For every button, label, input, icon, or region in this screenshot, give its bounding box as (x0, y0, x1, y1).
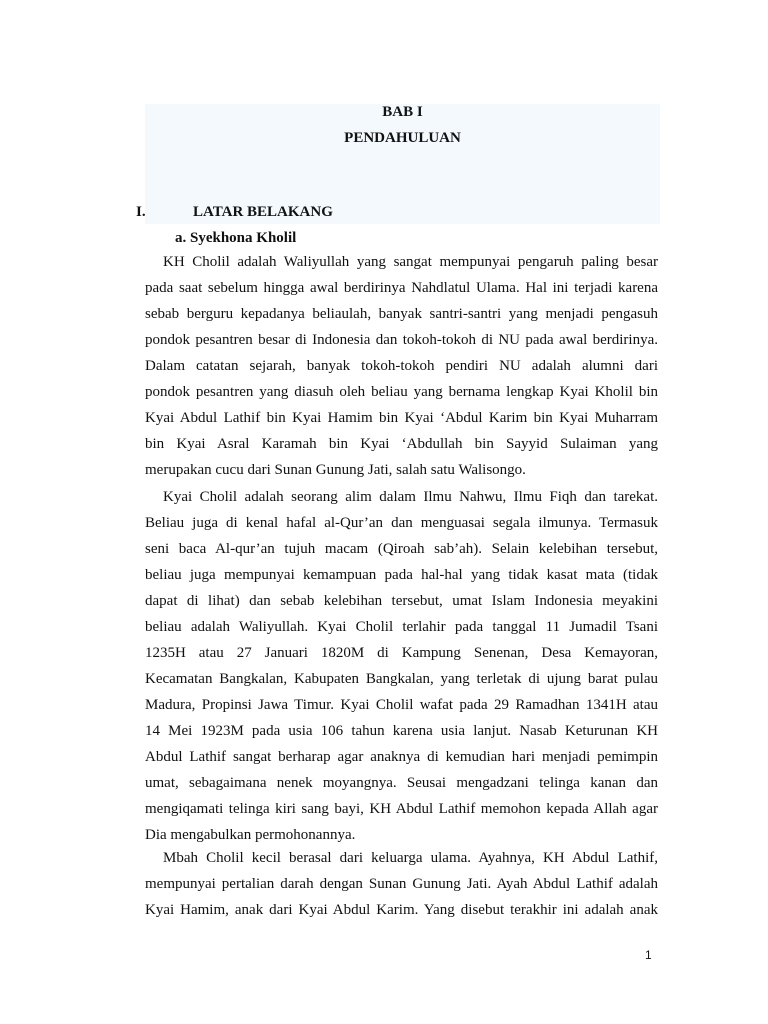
paragraph-line: pondok pesantren besar di Indonesia dan tokoh-tokoh di NU pada awal berdirinya. (145, 332, 658, 348)
paragraph-line: seni baca Al-qur’an tujuh macam (Qiroah sab’ah). Selain kelebihan tersebut, (145, 541, 658, 557)
paragraph-line: dapat di lihat) dan sebab kelebihan tersebut, umat Islam Indonesia meyakini (145, 593, 658, 609)
chapter-title: PENDAHULUAN (344, 130, 461, 146)
paragraph-line: Mbah Cholil kecil berasal dari keluarga ulama. Ayahnya, KH Abdul Lathif, (163, 850, 658, 866)
paragraph-line: beliau adalah Waliyullah. Kyai Cholil terlahir pada tanggal 11 Jumadil Tsani (145, 619, 658, 635)
subsection-title: a. Syekhona Kholil (175, 230, 297, 246)
paragraph-line: Dalam catatan sejarah, banyak tokoh-tokoh pendiri NU adalah alumni dari (145, 358, 658, 374)
paragraph-line: 1235H atau 27 Januari 1820M di Kampung Senenan, Desa Kemayoran, (145, 645, 658, 661)
paragraph-line: sebab berguru kepadanya beliaulah, banyak santri-santri yang menjadi pengasuh (145, 306, 658, 322)
paragraph-line: KH Cholil adalah Waliyullah yang sangat mempunyai pengaruh paling besar (163, 254, 658, 270)
paragraph-line: pada saat sebelum hingga awal berdirinya Nahdlatul Ulama. Hal ini terjadi karena (145, 280, 658, 296)
paragraph-line: umat, sebagaimana nenek moyangnya. Seusai mengadzani telinga kanan dan (145, 775, 658, 791)
paragraph-line: Kyai Hamim, anak dari Kyai Abdul Karim. Yang disebut terakhir ini adalah anak (145, 902, 658, 918)
paragraph-1 (145, 249, 658, 483)
paragraph-line: beliau juga mempunyai kemampuan pada hal-hal yang tidak kasat mata (tidak (145, 567, 658, 583)
chapter-heading: BAB I (382, 104, 423, 120)
paragraph-line: Abdul Lathif sangat berharap agar anaknya di kemudian hari menjadi pemimpin (145, 749, 658, 765)
paragraph-line: Kyai Abdul Lathif bin Kyai Hamim bin Kyai ‘Abdul Karim bin Kyai Muharram (145, 410, 658, 426)
paragraph-line: Beliau juga di kenal hafal al-Qur’an dan menguasai segala ilmunya. Termasuk (145, 515, 658, 531)
paragraph-line: 14 Mei 1923M pada usia 106 tahun karena usia lanjut. Nasab Keturunan KH (145, 723, 658, 739)
section-title: LATAR BELAKANG (193, 204, 333, 220)
paragraph-line: bin Kyai Asral Karamah bin Kyai ‘Abdullah bin Sayyid Sulaiman yang (145, 436, 658, 452)
paragraph-line: mengiqamati telinga kiri sang bayi, KH Abdul Lathif memohon kepada Allah agar (145, 801, 658, 817)
page-number: 1 (645, 948, 652, 962)
paragraph-line: merupakan cucu dari Sunan Gunung Jati, salah satu Walisongo. (145, 462, 526, 478)
paragraph-line: Kecamatan Bangkalan, Kabupaten Bangkalan, yang terletak di ujung barat pulau (145, 671, 658, 687)
paragraph-3 (145, 845, 658, 923)
paragraph-2 (145, 484, 658, 848)
paragraph-line: pondok pesantren yang diasuh oleh beliau yang bernama lengkap Kyai Kholil bin (145, 384, 658, 400)
paragraph-line: Dia mengabulkan permohonannya. (145, 827, 356, 843)
paragraph-line: Madura, Propinsi Jawa Timur. Kyai Cholil wafat pada 29 Ramadhan 1341H atau (145, 697, 658, 713)
paragraph-line: Kyai Cholil adalah seorang alim dalam Ilmu Nahwu, Ilmu Fiqh dan tarekat. (163, 489, 658, 505)
section-number: I. (136, 204, 146, 220)
paragraph-line: mempunyai pertalian darah dengan Sunan Gunung Jati. Ayah Abdul Lathif adalah (145, 876, 658, 892)
